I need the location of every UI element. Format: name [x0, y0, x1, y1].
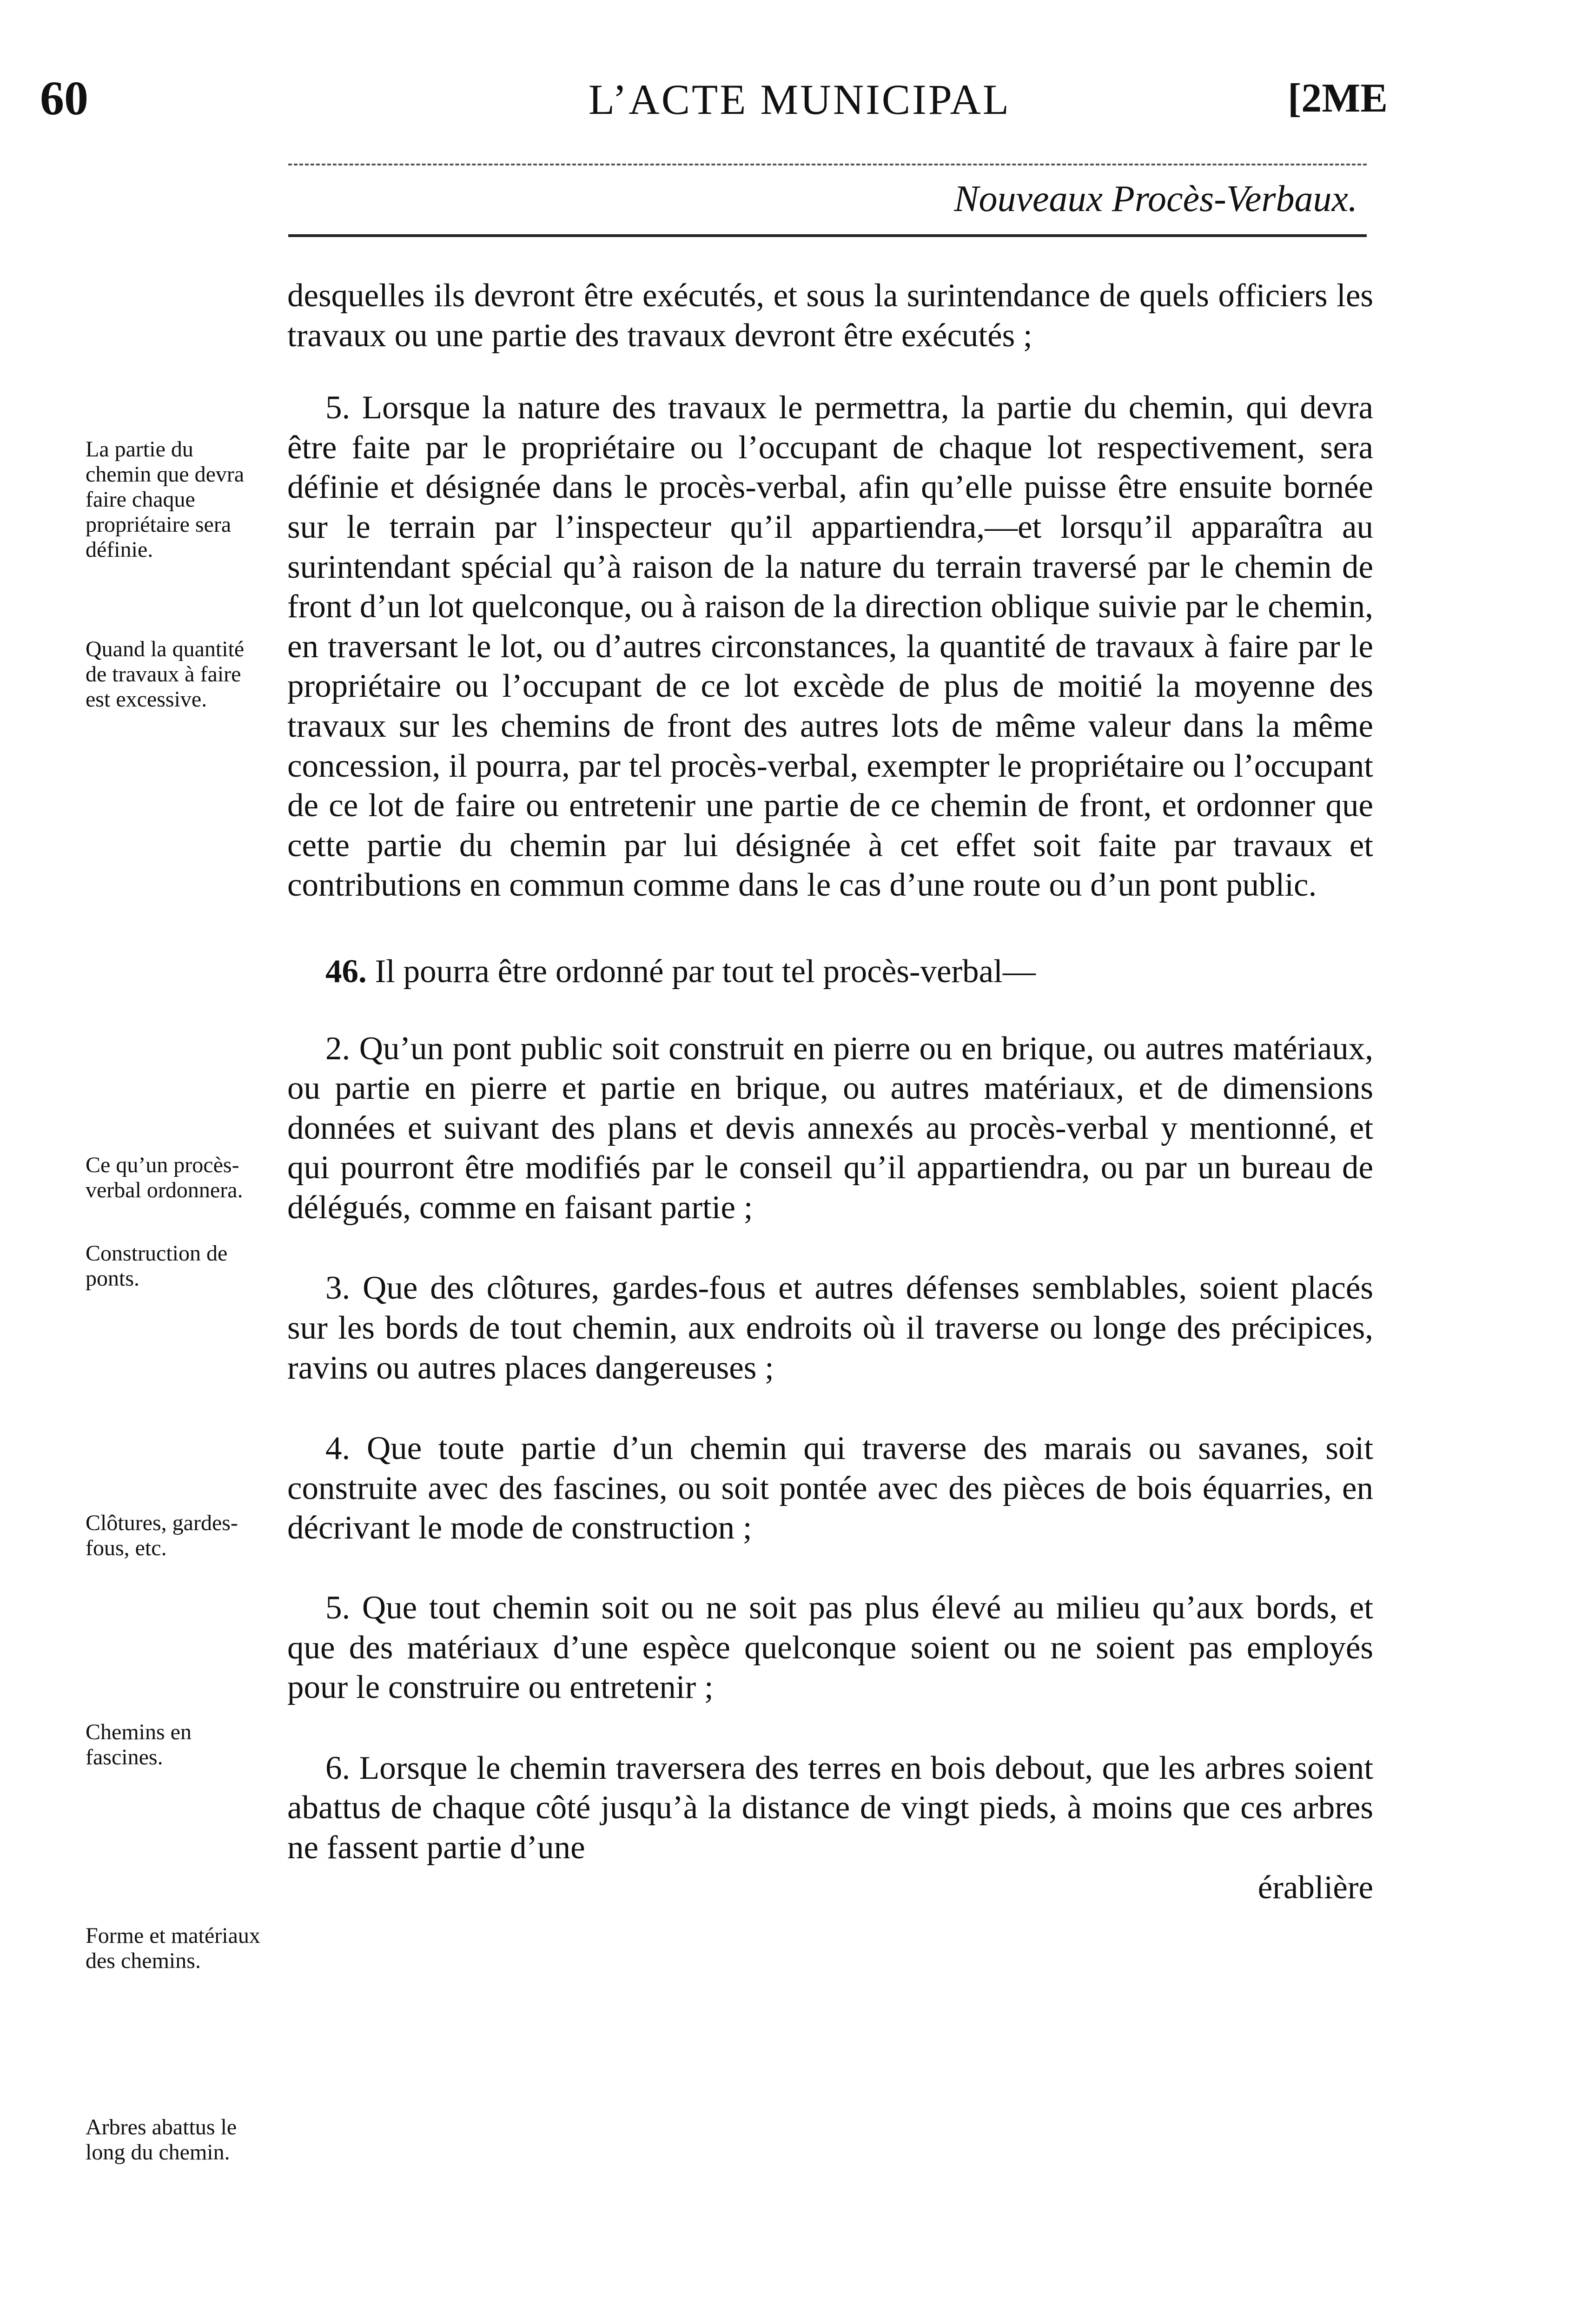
paragraph-5-definition: 5. Lorsque la nature des travaux le permettra, la partie du chemin, qui devra être faite par le propriétaire ou l’occupant de chaque lot respectivement, sera définie et désignée dans le procès-verbal, afin qu’elle puisse être ensuite bornée sur le terrain par l’inspecteur qu’il appartiendra,—et lorsqu’il apparaîtra au surintendant spécial qu’à raison de la nature du terrain traversé par le chemin de front d’un lot quelconque, ou à raison de la direction oblique suivie par le chemin, en traversant le lot, ou d’autres circonstances, la quantité de travaux à faire par le propriétaire ou l’occupant de ce lot excède de plus de moitié la moyenne des travaux sur les chemins de front des autres lots de même valeur dans la même concession, il pourra, par tel procès-verbal, exempter le propriétaire ou l’occupant de ce lot de faire ou entretenir une partie de ce chemin de front, et ordonner que cette partie du chemin par lui désignée à cet effet soit faite par travaux et contributions en commun comme dans le cas d’une route ou d’un pont public.	[287, 390, 1373, 904]
paragraph-3-fences: 3. Que des clôtures, gardes-fous et autres défenses semblables, soient placés sur les bords de tout chemin, aux endroits où il traverse ou longe des précipices, ravins ou autres places dangereuses ;	[287, 1270, 1373, 1386]
margin-note-fascines: Chemins en fascines.	[86, 1720, 192, 1769]
margin-note-excessive-work: Quand la quantité de travaux à faire est excessive.	[86, 637, 245, 712]
margin-note-road-form: Forme et matériaux des chemins.	[86, 1923, 260, 1973]
margin-note-bridges: Construction de ponts.	[86, 1241, 228, 1291]
section-intro-text: Il pourra être ordonné par tout tel procès-verbal—	[375, 953, 1036, 990]
margin-note-road-portion: La partie du chemin que devra faire chaque propriétaire sera définie.	[86, 437, 245, 562]
section-number: 46.	[325, 953, 367, 990]
paragraph-6-trees	[287, 1749, 1373, 1908]
body-text	[287, 276, 1373, 1908]
running-title: L’ACTE MUNICIPAL	[588, 76, 1011, 123]
margin-note-proces-verbal: Ce qu’un procès-verbal ordonnera.	[86, 1153, 243, 1202]
margin-note-trees: Arbres abattus le long du chemin.	[86, 2115, 237, 2165]
running-title-part: [2ME	[1288, 76, 1388, 121]
margin-note-fences: Clôtures, gardes-fous, etc.	[86, 1511, 238, 1560]
header-dashed-rule	[288, 164, 1367, 165]
paragraph-continuation: desquelles ils devront être exécutés, et sous la surintendance de quels officiers les travaux ou une partie des travaux devront être exécutés ;	[287, 277, 1373, 354]
paragraph-4-fascines: 4. Que toute partie d’un chemin qui traverse des marais ou savanes, soit construite avec des fascines, ou soit pontée avec des pièces de bois équarries, en décrivant le mode de construction ;	[287, 1430, 1373, 1546]
paragraph-5-form: 5. Que tout chemin soit ou ne soit pas plus élevé au milieu qu’aux bords, et que des matériaux d’une espèce quelconque soient ou ne soient pas employés pour le construire ou entretenir ;	[287, 1590, 1373, 1706]
header-solid-rule	[288, 234, 1367, 237]
paragraph-46-intro	[287, 952, 1373, 992]
paragraph-2-bridges: 2. Qu’un pont public soit construit en pierre ou en brique, ou autres matériaux, ou partie en pierre et partie en brique, ou autres matériaux, et de dimensions données et suivant des plans et devis annexés au procès-verbal y mentionné, et qui pourront être modifiés par le conseil qu’il appartiendra, ou par un bureau de délégués, comme en faisant partie ;	[287, 1030, 1373, 1226]
paragraph-6-text: 6. Lorsque le chemin traversera des terres en bois debout, que les arbres soient abattus de chaque côté jusqu’à la distance de vingt pieds, à moins que ces arbres ne fassent partie d’une	[287, 1750, 1373, 1866]
section-title: Nouveaux Procès-Verbaux.	[954, 178, 1357, 219]
catch-word: érablière	[1257, 1869, 1373, 1906]
page-number: 60	[40, 72, 88, 125]
